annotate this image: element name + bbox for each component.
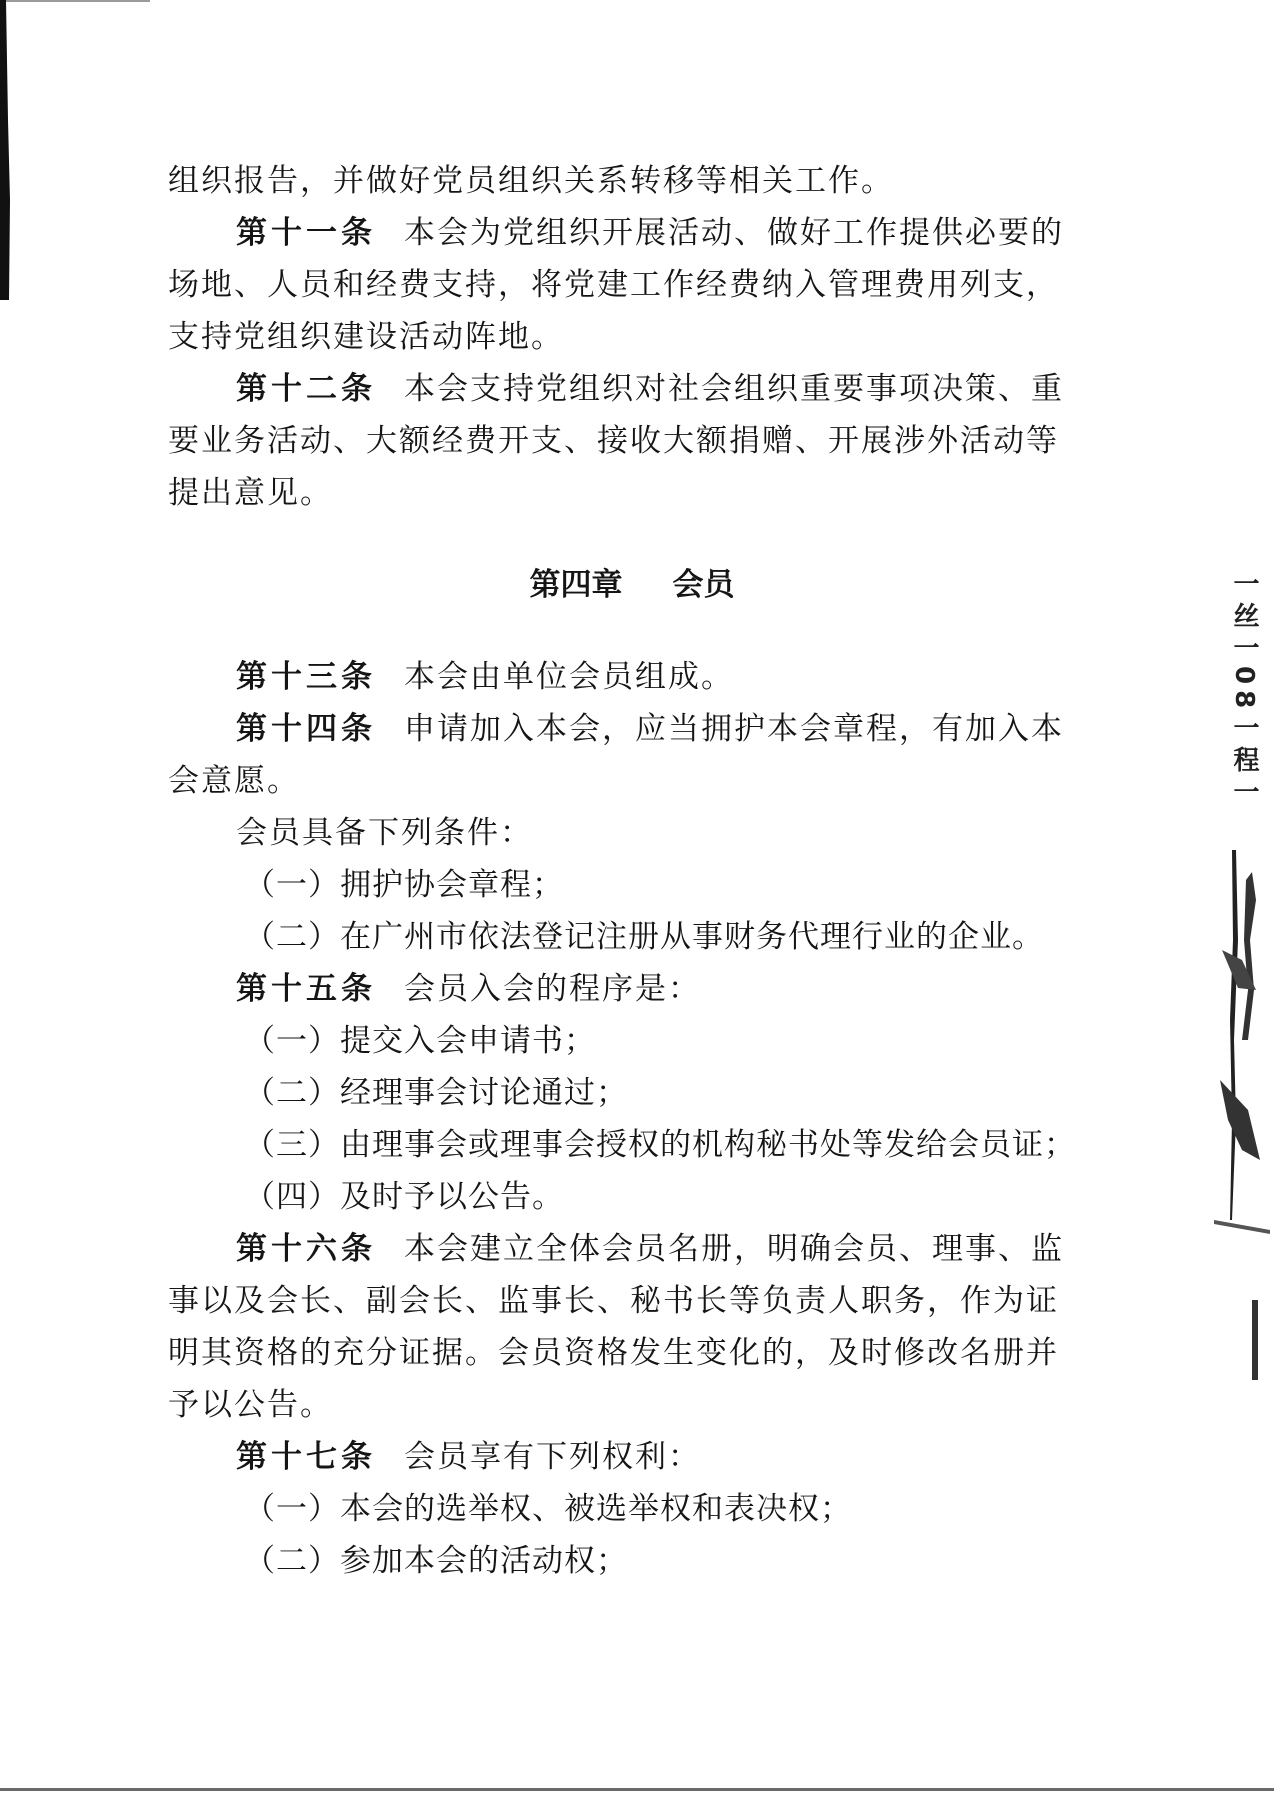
scan-bottom-edge (0, 1788, 1274, 1791)
article-11 (168, 207, 1116, 259)
article-text: 会员入会的程序是： (404, 971, 701, 1007)
paragraph-line: 予以公告。 (168, 1387, 333, 1423)
paragraph-line: 要业务活动、大额经费开支、接收大额捐赠、开展涉外活动等 (168, 423, 1059, 459)
paragraph-line: 组织报告，并做好党员组织关系转移等相关工作。 (168, 163, 894, 199)
article-15 (168, 963, 1116, 1015)
article-number: 第十六条 (236, 1231, 376, 1267)
list-item: （二）经理事会讨论通过； (244, 1075, 628, 1111)
article-13 (168, 651, 1116, 703)
chapter-heading (168, 559, 1116, 611)
list-item: （二）参加本会的活动权； (244, 1543, 628, 1579)
paragraph-line: 提出意见。 (168, 475, 333, 511)
article-14 (168, 703, 1116, 755)
paragraph-line: 支持党组织建设活动阵地。 (168, 319, 564, 355)
list-item: （四）及时予以公告。 (244, 1179, 564, 1215)
chapter-number: 第四章 (529, 567, 623, 603)
article-17 (168, 1431, 1116, 1483)
scan-margin-noise (1212, 520, 1274, 1420)
article-text: 申请加入本会，应当拥护本会章程，有加入本 (404, 711, 1064, 747)
paragraph-line: 场地、人员和经费支持，将党建工作经费纳入管理费用列支， (168, 267, 1059, 303)
scan-edge-mark (0, 0, 150, 2)
article-number: 第十三条 (236, 659, 376, 695)
list-item: （一）拥护协会章程； (244, 867, 564, 903)
list-item: （二）在广州市依法登记注册从事财务代理行业的企业。 (244, 919, 1044, 955)
paragraph-line: 会意愿。 (168, 763, 300, 799)
list-item: （三）由理事会或理事会授权的机构秘书处等发给会员证； (244, 1127, 1076, 1163)
article-text: 本会为党组织开展活动、做好工作提供必要的 (404, 215, 1064, 251)
article-number: 第十一条 (236, 215, 376, 251)
list-item: （一）提交入会申请书； (244, 1023, 596, 1059)
article-12 (168, 363, 1116, 415)
list-item: （一）本会的选举权、被选举权和表决权； (244, 1491, 852, 1527)
article-number: 第十七条 (236, 1439, 376, 1475)
margin-bleed-text: 一丝一08一程一 (1229, 570, 1259, 811)
chapter-title: 会员 (672, 567, 735, 603)
article-16 (168, 1223, 1116, 1275)
article-number: 第十四条 (236, 711, 376, 747)
paragraph-line: 明其资格的充分证据。会员资格发生变化的，及时修改名册并 (168, 1335, 1059, 1371)
article-number: 第十五条 (236, 971, 376, 1007)
paragraph-line: 会员具备下列条件： (236, 815, 533, 851)
article-text: 本会支持党组织对社会组织重要事项决策、重 (404, 371, 1064, 407)
article-number: 第十二条 (236, 371, 376, 407)
article-text: 本会建立全体会员名册，明确会员、理事、监 (404, 1231, 1064, 1267)
scan-binding-shadow (0, 0, 14, 300)
document-body (168, 155, 1116, 1587)
paragraph-line: 事以及会长、副会长、监事长、秘书长等负责人职务，作为证 (168, 1283, 1059, 1319)
article-text: 会员享有下列权利： (404, 1439, 701, 1475)
article-text: 本会由单位会员组成。 (404, 659, 734, 695)
